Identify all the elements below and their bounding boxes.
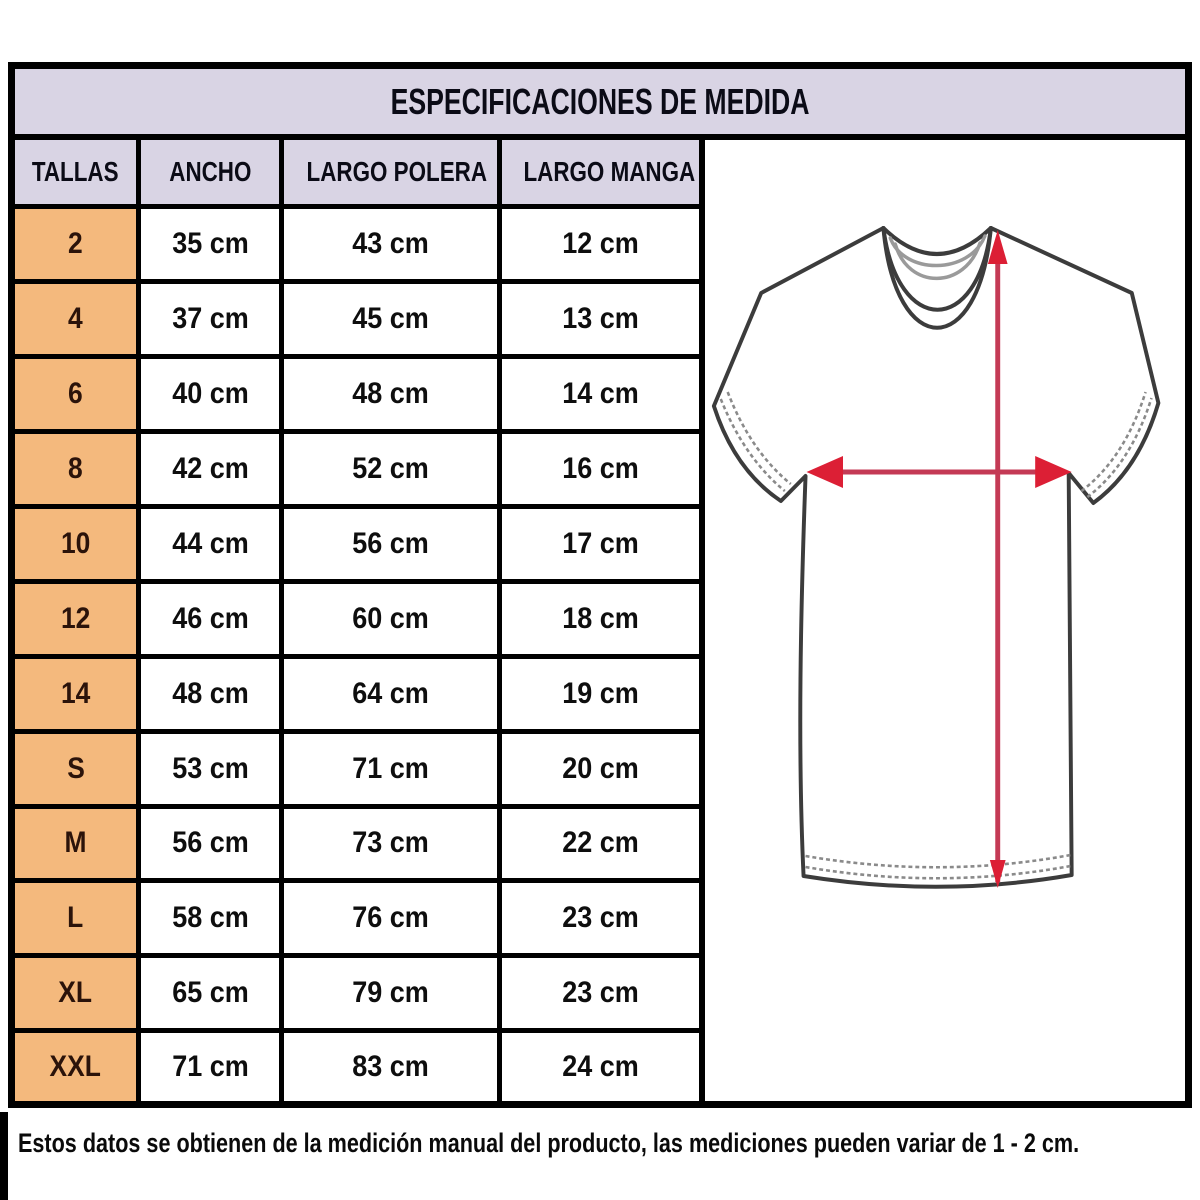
ancho-value: 35 cm xyxy=(171,226,249,260)
size-label: 8 xyxy=(68,451,83,485)
tshirt-outline xyxy=(714,228,1159,887)
note-strip xyxy=(0,1112,1200,1200)
largo-polera-value: 56 cm xyxy=(352,526,429,560)
table-row xyxy=(15,356,702,431)
content-area xyxy=(15,140,1185,1101)
ancho-value: 56 cm xyxy=(171,826,249,860)
ancho-value: 58 cm xyxy=(171,901,249,935)
largo-manga-value: 18 cm xyxy=(562,601,639,635)
largo-polera-value: 48 cm xyxy=(352,376,429,410)
table-row xyxy=(15,656,702,731)
largo-manga-value: 22 cm xyxy=(562,826,639,860)
size-table xyxy=(15,140,705,1101)
col-header-largo-polera: LARGO POLERA xyxy=(306,156,488,187)
size-label: 6 xyxy=(68,376,83,410)
largo-manga-value: 16 cm xyxy=(562,451,639,485)
tshirt-diagram xyxy=(705,140,1185,1101)
table-row xyxy=(15,806,702,881)
col-header-largo-manga: LARGO MANGA xyxy=(523,156,696,187)
table-row xyxy=(15,431,702,506)
ancho-value: 44 cm xyxy=(171,526,249,560)
largo-manga-value: 20 cm xyxy=(562,751,639,785)
table-row xyxy=(15,207,702,282)
size-label: XL xyxy=(58,976,93,1010)
table-row xyxy=(15,956,702,1031)
largo-manga-value: 23 cm xyxy=(562,976,639,1010)
ancho-value: 71 cm xyxy=(171,1050,249,1084)
largo-polera-value: 64 cm xyxy=(352,676,429,710)
table-row xyxy=(15,281,702,356)
size-label: L xyxy=(67,901,84,935)
title-bar xyxy=(15,69,1185,140)
size-label: S xyxy=(66,751,85,785)
largo-manga-value: 13 cm xyxy=(562,301,639,335)
tshirt-measurement-svg xyxy=(705,140,1185,1101)
ancho-value: 53 cm xyxy=(171,751,249,785)
page-title: ESPECIFICACIONES DE MEDIDA xyxy=(390,80,810,122)
largo-manga-value: 12 cm xyxy=(562,226,639,260)
largo-polera-value: 43 cm xyxy=(352,226,429,260)
col-header-tallas: TALLAS xyxy=(32,156,119,187)
table-row xyxy=(15,731,702,806)
size-label: 12 xyxy=(60,601,91,635)
size-label: XXL xyxy=(49,1050,102,1084)
largo-manga-value: 14 cm xyxy=(562,376,639,410)
largo-polera-value: 73 cm xyxy=(352,826,429,860)
largo-polera-value: 83 cm xyxy=(352,1050,429,1084)
ancho-value: 37 cm xyxy=(171,301,249,335)
size-label: M xyxy=(64,826,87,860)
measurement-note: Estos datos se obtienen de la medición manual del producto, las mediciones pueden variar de 1 - 2 cm. xyxy=(18,1128,1080,1158)
largo-polera-value: 76 cm xyxy=(352,901,429,935)
header-row xyxy=(15,140,702,207)
size-label: 2 xyxy=(68,226,83,260)
size-label: 14 xyxy=(60,676,91,710)
table-row xyxy=(15,506,702,581)
largo-polera-value: 79 cm xyxy=(352,976,429,1010)
largo-manga-value: 17 cm xyxy=(562,526,639,560)
size-label: 10 xyxy=(60,526,91,560)
largo-manga-value: 23 cm xyxy=(562,901,639,935)
largo-polera-value: 52 cm xyxy=(352,451,429,485)
largo-polera-value: 45 cm xyxy=(352,301,429,335)
table-row xyxy=(15,581,702,656)
ancho-value: 65 cm xyxy=(171,976,249,1010)
ancho-value: 46 cm xyxy=(171,601,249,635)
largo-manga-value: 24 cm xyxy=(562,1050,639,1084)
ancho-value: 40 cm xyxy=(171,376,249,410)
col-header-ancho: ANCHO xyxy=(169,156,252,187)
largo-polera-value: 60 cm xyxy=(352,601,429,635)
size-label: 4 xyxy=(68,301,83,335)
largo-manga-value: 19 cm xyxy=(562,676,639,710)
size-chart-box xyxy=(8,62,1192,1108)
largo-polera-value: 71 cm xyxy=(352,751,429,785)
ancho-value: 42 cm xyxy=(171,451,249,485)
ancho-value: 48 cm xyxy=(171,676,249,710)
table-row xyxy=(15,1031,702,1101)
table-row xyxy=(15,881,702,956)
